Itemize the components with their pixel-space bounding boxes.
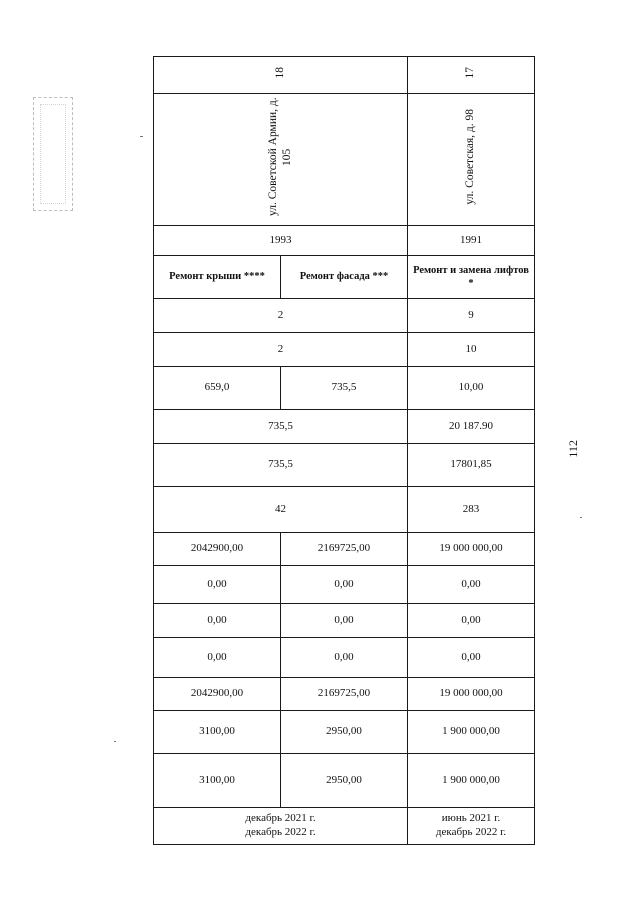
table-row-work-type xyxy=(154,256,535,299)
housing-repair-table xyxy=(153,56,535,845)
period-cell xyxy=(408,808,535,845)
table-row xyxy=(154,566,535,604)
table-cell: 735,5 xyxy=(154,444,408,487)
table-cell: 1 900 000,00 xyxy=(408,754,535,808)
table-cell: 0,00 xyxy=(408,604,535,638)
table-cell: 17801,85 xyxy=(408,444,535,487)
year-cell: 1993 xyxy=(154,226,408,256)
table-cell: 283 xyxy=(408,487,535,533)
work-type-cell: Ремонт и замена лифтов * xyxy=(408,256,535,299)
table-row xyxy=(154,367,535,410)
table-row xyxy=(154,299,535,333)
table-row-numbers xyxy=(154,57,535,94)
faded-stamp xyxy=(33,97,73,211)
work-type-cell: Ремонт фасада *** xyxy=(281,256,408,299)
table-row-address xyxy=(154,94,535,226)
table-cell: 0,00 xyxy=(281,638,408,678)
table-cell: 0,00 xyxy=(281,566,408,604)
table-cell: 2 xyxy=(154,333,408,367)
table-cell: 19 000 000,00 xyxy=(408,533,535,566)
table-cell: 2169725,00 xyxy=(281,678,408,711)
scan-speck xyxy=(140,136,143,137)
year-cell: 1991 xyxy=(408,226,535,256)
period-start: июнь 2021 г. xyxy=(441,812,501,825)
table-row xyxy=(154,444,535,487)
period-start: декабрь 2021 г. xyxy=(245,812,316,825)
table-cell: 10,00 xyxy=(408,367,535,410)
row-number-cell: 18 xyxy=(154,57,408,94)
work-type-cell: Ремонт крыши **** xyxy=(154,256,281,299)
table-cell: 2950,00 xyxy=(281,754,408,808)
table-cell: 0,00 xyxy=(281,604,408,638)
table-row xyxy=(154,410,535,444)
table-cell: 19 000 000,00 xyxy=(408,678,535,711)
table-cell: 2042900,00 xyxy=(154,533,281,566)
table-cell: 3100,00 xyxy=(154,711,281,754)
table-cell: 2042900,00 xyxy=(154,678,281,711)
page-number: 112 xyxy=(566,440,580,458)
table-row xyxy=(154,638,535,678)
table-cell: 2169725,00 xyxy=(281,533,408,566)
period-end: декабрь 2022 г. xyxy=(245,826,316,838)
table-row-year xyxy=(154,226,535,256)
table-row xyxy=(154,754,535,808)
table-cell: 2950,00 xyxy=(281,711,408,754)
table-row xyxy=(154,533,535,566)
table-row-period xyxy=(154,808,535,845)
table-cell: 42 xyxy=(154,487,408,533)
table-cell: 735,5 xyxy=(154,410,408,444)
scan-speck xyxy=(114,741,116,742)
table-cell: 735,5 xyxy=(281,367,408,410)
table-row xyxy=(154,678,535,711)
scan-speck xyxy=(580,517,582,518)
table-cell: 9 xyxy=(408,299,535,333)
table-cell: 0,00 xyxy=(408,566,535,604)
table-row xyxy=(154,604,535,638)
table-row xyxy=(154,487,535,533)
table-cell: 20 187.90 xyxy=(408,410,535,444)
address-cell: ул. Советская, д. 98 xyxy=(408,94,535,226)
table-cell: 3100,00 xyxy=(154,754,281,808)
period-end: декабрь 2022 г. xyxy=(435,826,507,838)
table-cell: 0,00 xyxy=(154,638,281,678)
table-row xyxy=(154,333,535,367)
table-cell: 10 xyxy=(408,333,535,367)
period-cell xyxy=(154,808,408,845)
table-cell: 0,00 xyxy=(154,604,281,638)
address-cell: ул. Советской Армии, д. 105 xyxy=(154,94,408,226)
table-cell: 2 xyxy=(154,299,408,333)
table-row xyxy=(154,711,535,754)
table-cell: 0,00 xyxy=(408,638,535,678)
table-cell: 0,00 xyxy=(154,566,281,604)
table-cell: 1 900 000,00 xyxy=(408,711,535,754)
table-cell: 659,0 xyxy=(154,367,281,410)
row-number-cell: 17 xyxy=(408,57,535,94)
